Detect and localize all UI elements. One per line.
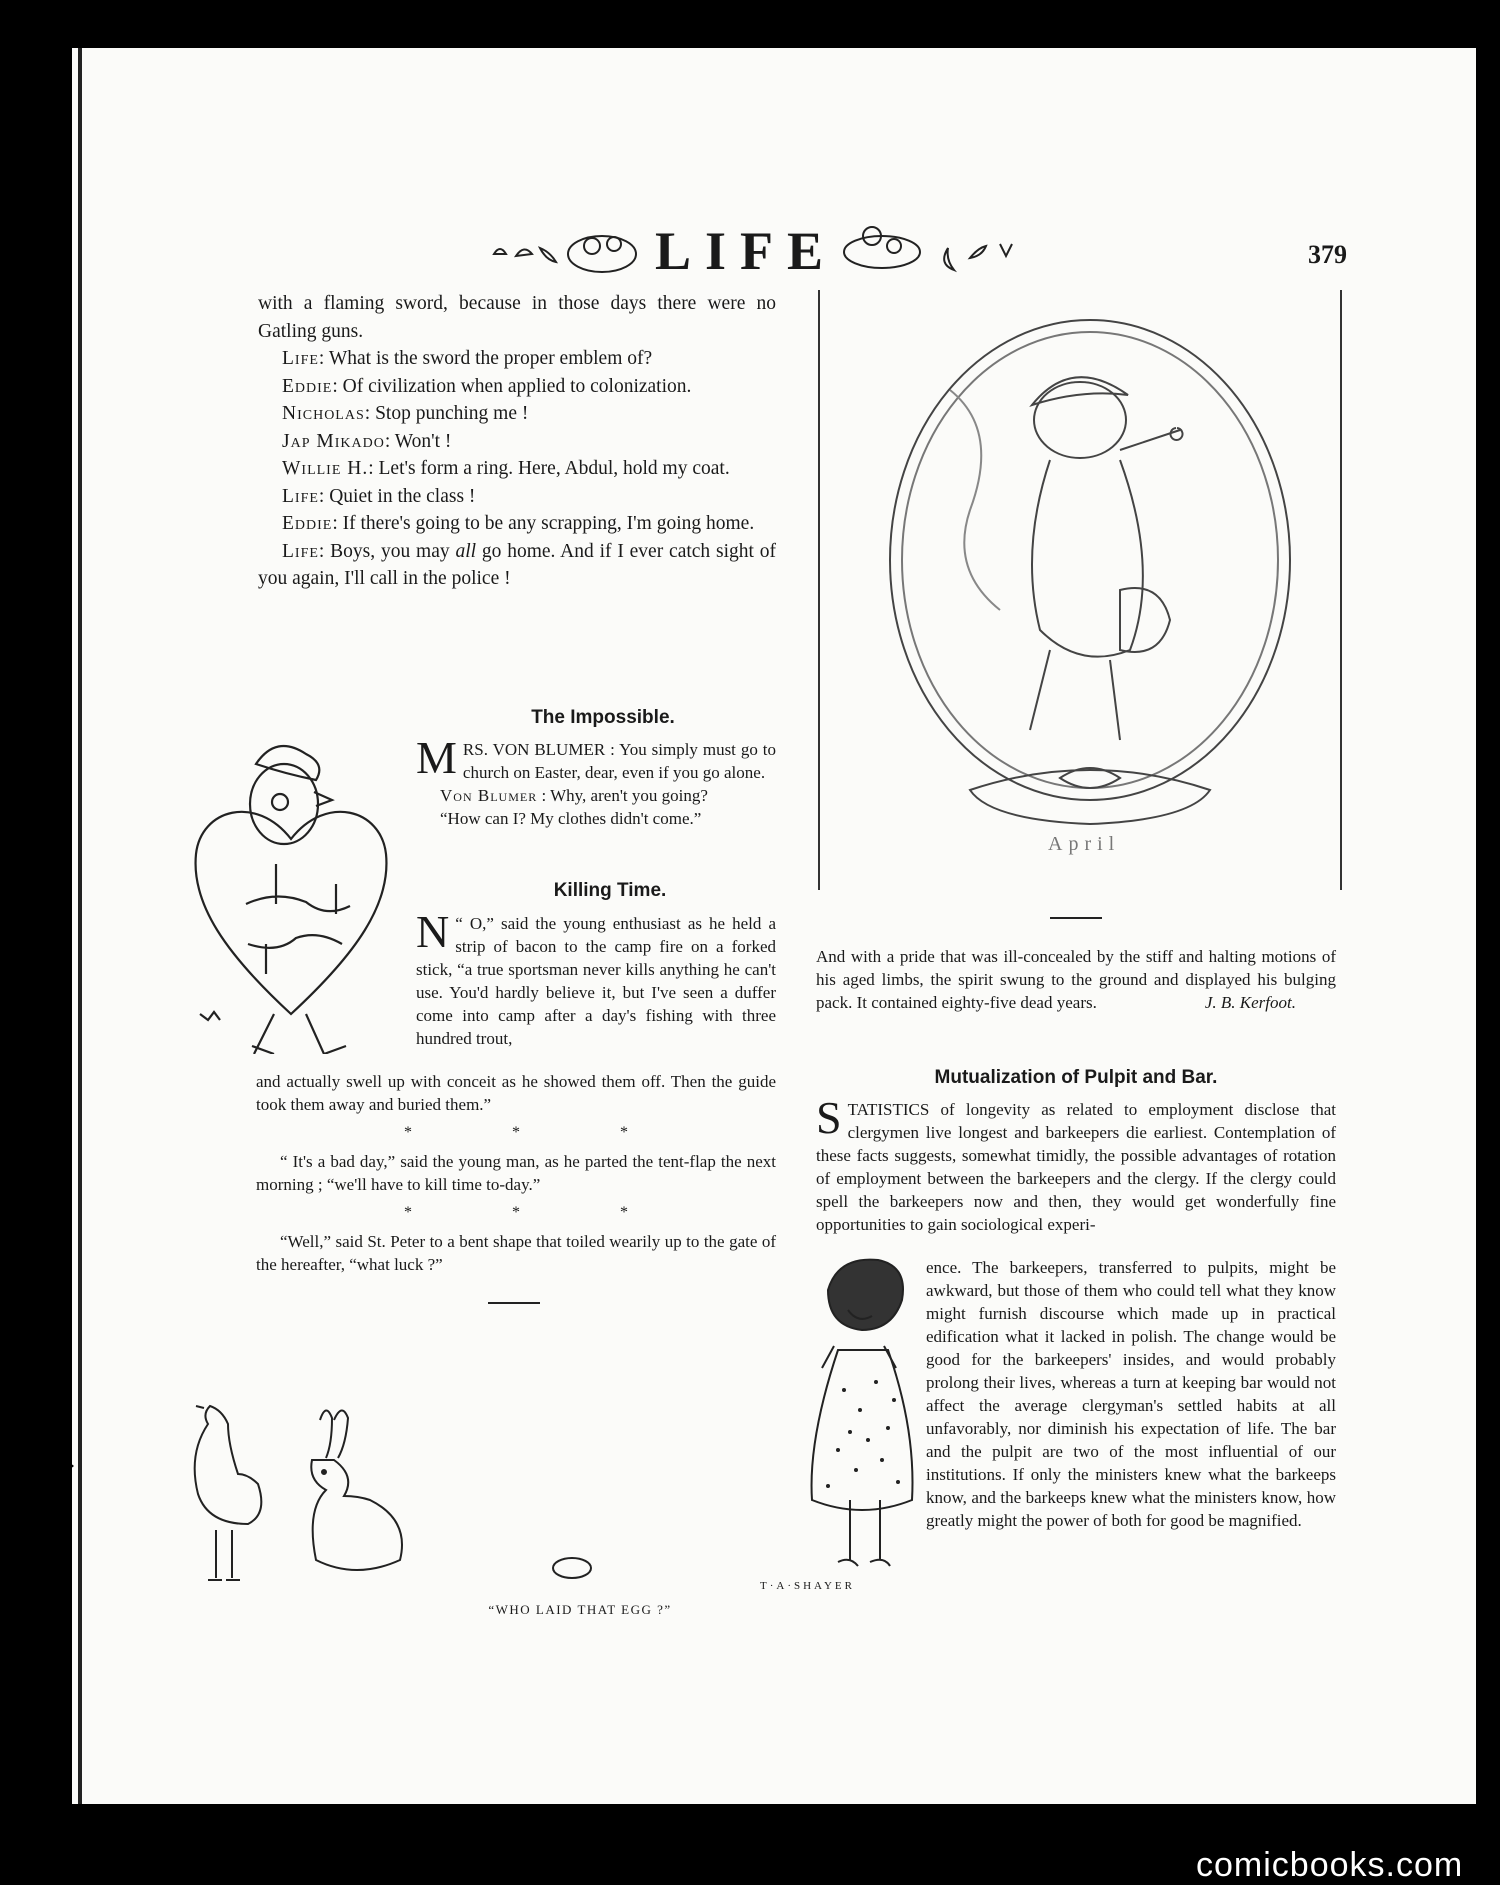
mutualization-text-continued: ence. The barkeepers, transferred to pulpits, might be awkward, but those of them who could tell what they know might furnish discourse which made up in practical edification what it lacked in polish. The change would be good for the barkeepers' insides, and would probably prolong their lives, whereas a turn at keeping bar would not affect the average clergyman's settled habits at all unfavorably, nor diminish his expectation of life. The bar and the pulpit are two of the most influential of our institutions. If only the ministers knew what the barkeeps know, and the barkeeps knew what the ministers know, how greatly might the power of both for good be magnified. <box>926 1258 1336 1530</box>
heart-chicken-drawing-icon <box>186 734 396 1054</box>
dropcap: N <box>416 906 450 957</box>
dialogue-line: Life: Quiet in the class ! <box>282 485 476 507</box>
illustration-caption: April <box>1048 833 1121 855</box>
cartoon-caption: “WHO LAID THAT EGG ?” <box>488 1602 672 1617</box>
cherub-drawing-icon <box>820 290 1340 890</box>
dialogue-line: Life: Boys, you may all go home. And if I ever catch sight of you again, I'll call in the police ! <box>258 540 777 589</box>
artist-signature: T·A·SHAYER <box>760 1580 855 1592</box>
dialogue-line: Eddie: If there's going to be any scrapping, I'm going home. <box>282 513 755 534</box>
impossible-text: MRS. VON BLUMER : You simply must go to church on Easter, dear, even if you go alone. Von Blumer : Why, aren't you going? “How can I? My clothes didn't come.” <box>416 732 776 828</box>
rabbit-drawing-icon <box>311 1410 402 1570</box>
dropcap: S <box>816 1092 842 1143</box>
dialogue-column <box>258 290 776 593</box>
april-illustration <box>818 290 1342 890</box>
kerfoot-paragraph: And with a pride that was ill-concealed by the stiff and halting motions of his aged limbs, the spirit swung to the ground and displayed his bulging pack. It contained eighty-five dead years. J. B. Kerfoot. <box>816 947 1336 1012</box>
masthead-logo <box>490 218 1120 278</box>
page-number: 379 <box>1308 240 1347 269</box>
killing-time-text: “ N O,” said the young enthusiast as he held a strip of bacon to the camp fire on a forked stick, “a true sportsman never kills anything he can't use. You'd hardly believe it, but I've seen a duffer come into camp after a day's fishing with three hundred trout, <box>416 906 776 1048</box>
dialogue-line: Life: What is the sword the proper emblem of? <box>282 348 653 369</box>
chicken-drawing-icon <box>195 1406 262 1580</box>
killing-time-text-continued: and actually swell up with conceit as he showed them off. Then the guide took them away and buried them.” * * * “ It's a bad day,” said the young man, as he parted the tent-flap the next morning ; “we'll have to kill time to-day.” * * * “Well,” said St. Peter to a bent shape that toiled wearily up to the gate of the hereafter, “what luck ?” <box>256 1072 776 1274</box>
dialogue-line: Willie H.: Let's form a ring. Here, Abdul, hold my coat. <box>282 458 730 479</box>
section-stars: * * * <box>404 1124 676 1141</box>
mutualization-text: STATISTICS of longevity as related to employment disclose that clergymen live longest and barkeepers die earliest. Contemplation of these facts suggests, somewhat timidly, the possible advantages of rotation of employment between the barkeepers and the clergy. If the clergy could spell the barkeepers now and then, they would get wonderfully fine opportunities to gain sociological experi- <box>816 1092 1336 1234</box>
killing-time-heading: Killing Time. <box>553 880 667 901</box>
binding-rule <box>78 48 82 1804</box>
dialogue-line: Nicholas: Stop punching me ! <box>282 403 529 424</box>
site-watermark: comicbooks.com <box>1196 1846 1464 1884</box>
chicken-rabbit-drawing <box>170 1400 410 1590</box>
mutualization-heading: Mutualization of Pulpit and Bar. <box>934 1067 1218 1088</box>
egg-drawing-icon <box>550 1555 594 1581</box>
divider-rule <box>1050 917 1102 919</box>
girl-drawing-icon <box>798 1250 928 1580</box>
dialogue-line: Jap Mikado: Won't ! <box>282 430 452 452</box>
author-byline: J. B. Kerfoot. <box>1204 993 1296 1012</box>
dialogue-line: Eddie: Of civilization when applied to colonization. <box>282 375 692 397</box>
divider-rule <box>488 1302 540 1304</box>
dropcap: M <box>416 732 457 783</box>
impossible-heading: The Impossible. <box>531 707 675 728</box>
section-stars: * * * <box>404 1204 676 1221</box>
edge-marker <box>64 1458 74 1474</box>
masthead-title: LIFE <box>655 221 838 278</box>
dialogue-line: with a flaming sword, because in those days there were no Gatling guns. <box>258 293 776 342</box>
